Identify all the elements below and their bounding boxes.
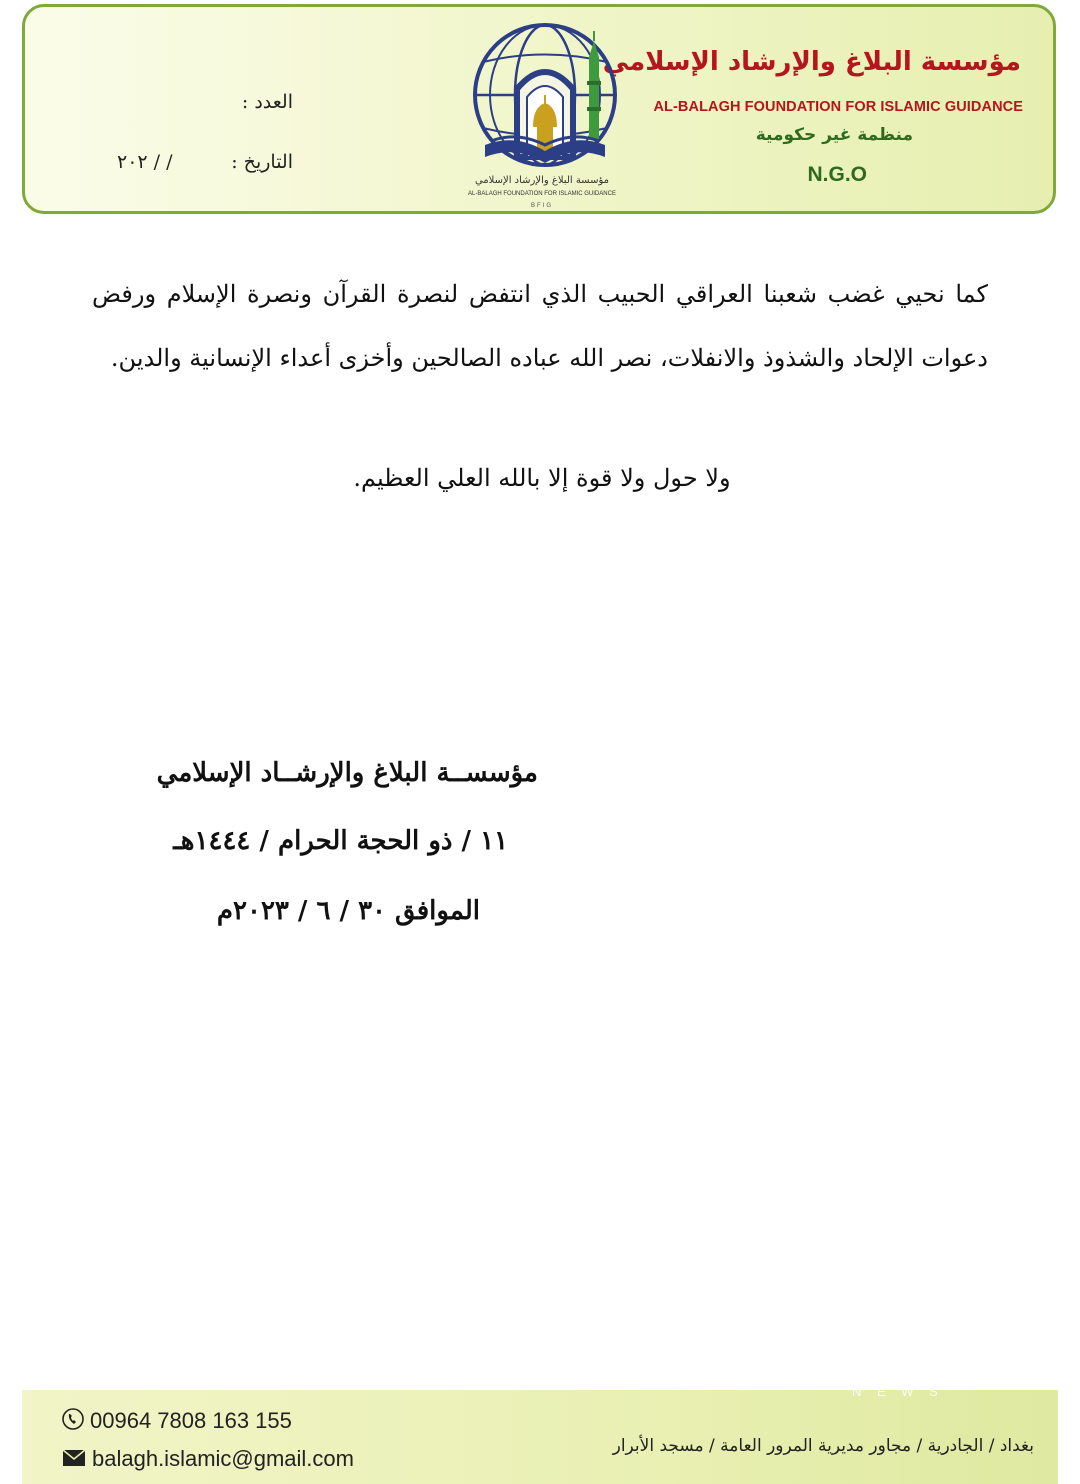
ngo-label-english: N.G.O — [807, 163, 867, 186]
email-address[interactable]: balagh.islamic@gmail.com — [92, 1446, 354, 1471]
date-blank-field: / / ٢٠٢ — [117, 151, 173, 173]
logo-caption-arabic: مؤسسة البلاغ والإرشاد الإسلامي — [474, 175, 610, 186]
letter-footer — [22, 1384, 1058, 1484]
signature-org: مؤسســة البلاغ والإرشــاد الإسلامي — [156, 758, 538, 788]
phone-number: 00964 7808 163 155 — [90, 1408, 292, 1433]
signature-gregorian-date: الموافق ٣٠ / ٦ / ٢٠٢٣م — [216, 896, 480, 926]
letter-body-paragraph: كما نحيي غضب شعبنا العراقي الحبيب الذي انتفض لنصرة القرآن ونصرة الإسلام ورفض دعوات الإلحاد والشذوذ والانفلات، نصر الله عباده الصالحين وأخزى أعداء الإنسانية والدين. — [92, 280, 988, 372]
org-name-arabic: مؤسسة البلاغ والإرشاد الإسلامي — [602, 47, 1021, 77]
foundation-logo — [457, 17, 627, 213]
footer-address: بغداد / الجادرية / مجاور مديرية المرور العامة / مسجد الأبرار — [612, 1436, 1034, 1456]
phone-icon — [62, 1408, 84, 1436]
envelope-icon — [62, 1447, 86, 1473]
date-label: التاريخ : — [231, 151, 293, 173]
logo-abbreviation: BFIG — [530, 203, 553, 209]
org-name-english: AL-BALAGH FOUNDATION FOR ISLAMIC GUIDANCE — [653, 99, 1023, 115]
closing-text: ولا حول ولا قوة إلا بالله العلي العظيم. — [353, 464, 731, 492]
footer-email — [62, 1446, 354, 1473]
signature-hijri-date: ١١ / ذو الحجة الحرام / ١٤٤٤هـ — [173, 826, 508, 856]
closing-phrase — [0, 464, 1080, 492]
globe-mosque-book-icon — [457, 17, 627, 177]
watermark: N E W S — [852, 1384, 944, 1399]
logo-caption-english: AL-BALAGH FOUNDATION FOR ISLAMIC GUIDANCE — [468, 191, 616, 197]
footer-phone — [62, 1408, 292, 1436]
ngo-label-arabic: منظمة غير حكومية — [755, 125, 913, 145]
reference-number-label: العدد : — [241, 91, 293, 113]
letterhead — [22, 4, 1056, 214]
